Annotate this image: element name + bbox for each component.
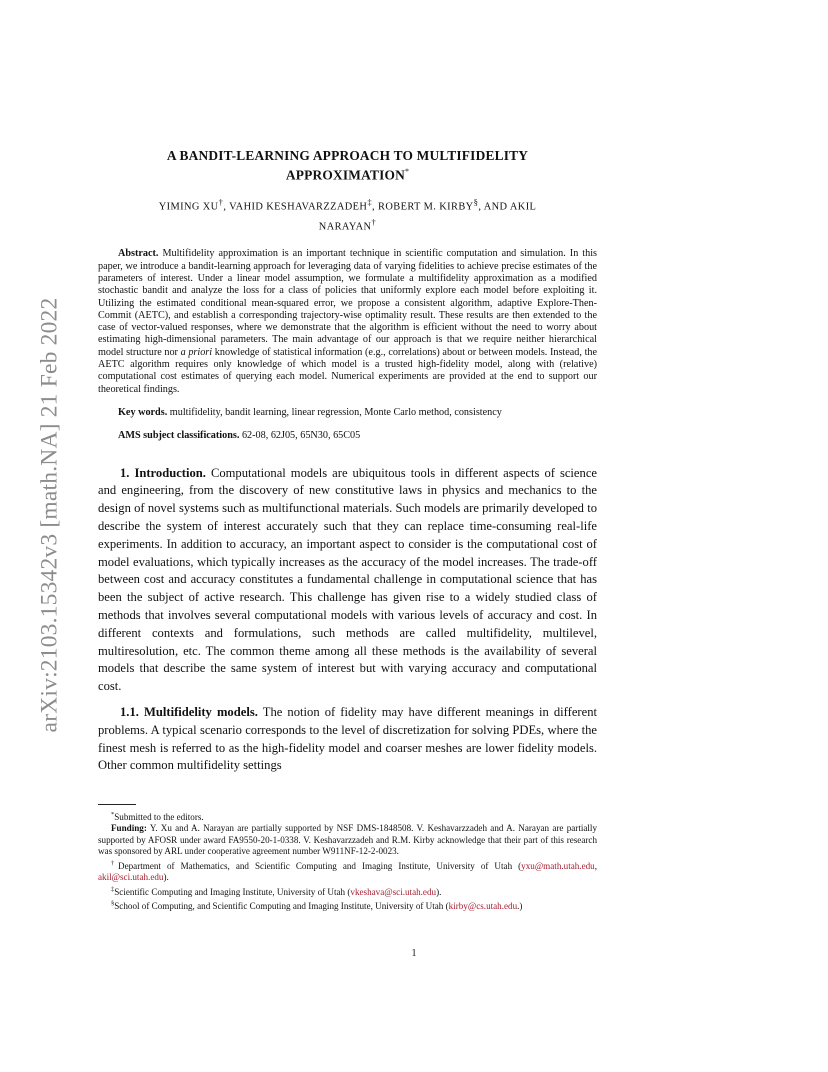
footnote-mark-star: * (111, 811, 115, 818)
multifidelity-models-heading: 1.1. Multifidelity models. (120, 704, 258, 719)
funding-label: Funding: (111, 823, 147, 834)
author-4-connector: , AND AKIL (478, 201, 537, 213)
footnotes (98, 804, 597, 912)
introduction-text: Computational models are ubiquitous tools in different aspects of science and engineering, from the discovery of new constitutive laws in physics and mechanics to the design of novel systems such as multifunctional materials. Such models are primarily developed to describe the system of interest accurately such that they can replace time-consuming real-life experiments. In addition to accuracy, an important aspect to consider is the computational cost of model evaluations, which typically increases as the accuracy of the model increases. The trade-off between cost and accuracy constitutes a fundamental challenge in computational science that has been the subject of active research. This challenge has given rise to a widely studied class of methods that involves several computational models with various levels of accuracy and cost. In different contexts and formulations, such methods are called multifidelity, multilevel, multiresolution, etc. The common theme among all these methods is the availability of several models that describe the same system of interest but with varying accuracy and computational cost. (98, 465, 597, 694)
author-3-mark: § (473, 197, 479, 208)
email-link-yxu[interactable]: yxu@math.utah.edu (521, 860, 595, 871)
footnote-mark-dagger: † (111, 859, 119, 867)
abstract (98, 248, 597, 396)
keywords-text: multifidelity, bandit learning, linear regression, Monte Carlo method, consistency (169, 406, 502, 418)
footnote-mark-section: § (111, 899, 115, 907)
footnote-affiliation-3 (98, 898, 597, 912)
affiliation-2-text: Scientific Computing and Imaging Institute, University of Utah ( (114, 886, 351, 897)
author-2: , VAHID KESHAVARZZADEH (223, 201, 368, 213)
affiliation-2-end: ). (436, 886, 442, 897)
email-link-akil[interactable]: akil@sci.utah.edu (98, 872, 164, 883)
author-4-mark: † (371, 216, 377, 227)
footnote-affiliation-1 (98, 858, 597, 884)
multifidelity-models-paragraph (98, 704, 597, 775)
arxiv-identifier-stamp: arXiv:2103.15342v3 [math.NA] 21 Feb 2022 (36, 297, 63, 733)
footnote-submitted-text: Submitted to the editors. (114, 812, 204, 823)
author-1-mark: † (218, 197, 224, 208)
introduction-paragraph (98, 465, 597, 696)
ams-classifications (98, 430, 597, 442)
keywords-label: Key words. (118, 406, 168, 418)
abstract-text-1: Multifidelity approximation is an important technique in scientific computation and simulation. In this paper, we introduce a bandit-learning approach for leveraging data of varying fidelities to achieve precise estimates of the parameters of interest. Under a linear model assumption, we formulate a multifidelity approximation as a modified stochastic bandit and analyze the loss for a class of policies that uniformly explore each model before exploiting it. Utilizing the estimated conditional mean-squared error, we propose a consistent algorithm, adaptive Explore-Then-Commit (AETC), and establish a corresponding trajectory-wise optimality result. These results are then extended to the case of vector-valued responses, where we demonstrate that the algorithm is efficient without the need to worry about estimating high-dimensional parameters. The main advantage of our approach is that we require neither hierarchical model structure nor (98, 248, 597, 358)
introduction-heading: 1. Introduction. (120, 465, 206, 480)
affiliation-1-sep: , (594, 860, 597, 871)
affiliation-1-text: Department of Mathematics, and Scientific Computing and Imaging Institute, University of Utah ( (118, 860, 522, 871)
author-1: YIMING XU (158, 201, 219, 213)
ams-text: 62-08, 62J05, 65N30, 65C05 (241, 430, 361, 442)
title-line-2: APPROXIMATION (285, 167, 405, 183)
abstract-text-2: knowledge of statistical information (e.g., correlations) about or between models. Instead, the AETC algorithm requires only knowledge of which model is a trusted high-fidelity model, along with (relative) computational cost estimates of querying each model. Numerical experiments are provided at the end to support our theoretical findings. (98, 346, 598, 395)
footnote-submitted (98, 809, 597, 823)
ams-label: AMS subject classifications. (118, 430, 240, 442)
footnote-affiliation-2 (98, 884, 597, 898)
email-link-kirby[interactable]: kirby@cs.utah.edu (448, 900, 518, 911)
footnote-rule (98, 804, 136, 805)
footnote-mark-double-dagger: ‡ (111, 885, 115, 893)
multifidelity-models-text: The notion of fidelity may have different meanings in different problems. A typical scenario corresponds to the level of discretization for solving PDEs, where the finest mesh is referred to as the high-fidelity model and coarser meshes are lower fidelity models. Other common multifidelity settings (98, 704, 598, 773)
author-4: NARAYAN (318, 221, 372, 233)
footnote-funding (98, 823, 597, 857)
funding-text: Y. Xu and A. Narayan are partially supported by NSF DMS-1848508. V. Keshavarzzadeh and A. Narayan are partially supported by AFOSR under award FA9550-20-1-0338. V. Keshavarzzadeh and R.M. Kirby acknowledge that their part of this research was sponsored by ARL under cooperative agreement number W911NF-12-2-0023. (98, 823, 598, 857)
author-list (98, 195, 597, 234)
page-number: 1 (411, 948, 417, 959)
affiliation-3-end: .) (517, 900, 523, 911)
affiliation-1-end: ). (163, 872, 169, 883)
paper-front-matter (98, 148, 597, 783)
affiliation-3-text: School of Computing, and Scientific Computing and Imaging Institute, University of Utah ( (114, 900, 449, 911)
paper-title (98, 148, 597, 183)
author-2-mark: ‡ (367, 197, 373, 208)
abstract-label: Abstract. (118, 248, 159, 260)
abstract-italic: a priori (180, 346, 213, 358)
email-link-vkeshava[interactable]: vkeshava@sci.utah.edu (350, 886, 437, 897)
title-line-1: A BANDIT-LEARNING APPROACH TO MULTIFIDELITY (166, 148, 529, 163)
keywords (98, 407, 597, 419)
title-footnote-mark: * (404, 167, 410, 176)
author-3: , ROBERT M. KIRBY (372, 201, 474, 213)
